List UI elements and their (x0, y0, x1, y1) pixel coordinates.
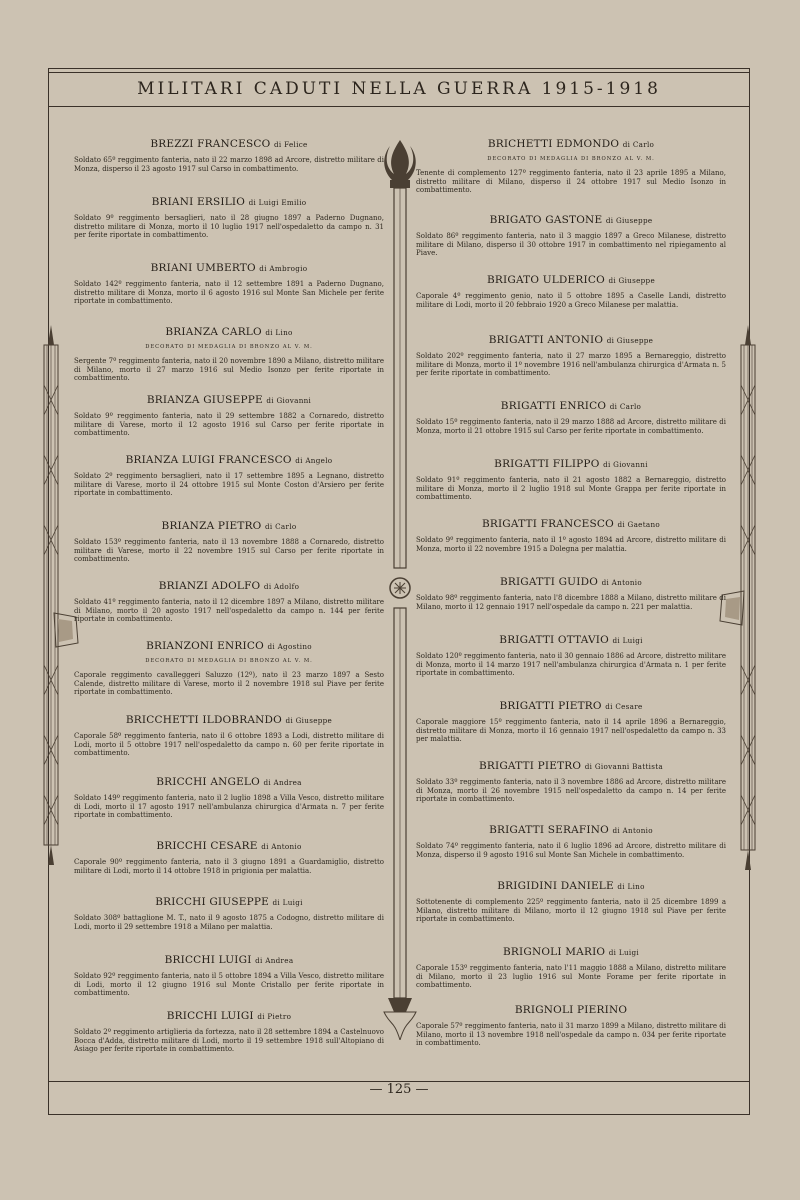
entry-text: Soldato 65º reggimento fanteria, nato il 22 marzo 1898 ad Arcore, distretto militare di Monza, disperso il 23 agosto 1917 sul Carso in combattimento. (74, 156, 384, 173)
entry-bricchi-luigi-andrea (74, 954, 384, 998)
entry-father: di Lino (617, 882, 645, 891)
entry-name: BRIGIDINI DANIELE (497, 880, 614, 892)
entry-name: BRIANI ERSILIO (151, 196, 246, 208)
entry-name: BRIGATTI FRANCESCO (481, 518, 614, 530)
fasces-ornament-icon (40, 325, 62, 865)
entry-briani-ersilio (74, 196, 384, 240)
entry-brignoli-pierino (416, 1004, 726, 1048)
entry-name: BRIGATTI PIETRO (499, 700, 602, 712)
entry-brigatti-enrico (416, 400, 726, 435)
entry-text: Soldato 2º reggimento artiglieria da fortezza, nato il 28 settembre 1894 a Castelnuovo Bocca d'Adda, distretto militare di Lodi, morto il 19 settembre 1918 sull'Altopiano di Asiago per ferite riportate in combattimento. (74, 1028, 384, 1054)
entry-text: Soldato 41º reggimento fanteria, nato il 12 dicembre 1897 a Milano, distretto militare di Milano, morto il 20 agosto 1917 nell'ospedaletto da campo n. 144 per ferite riportate in combattimento. (74, 598, 384, 624)
entry-text: Caporale 4º reggimento genio, nato il 5 ottobre 1895 a Caselle Landi, distretto militare di Lodi, morto il 20 febbraio 1920 a Greco Milanese per malattia. (416, 292, 726, 309)
entry-brigatti-pietro-giovanni-battista (416, 760, 726, 804)
entry-bricchetti-ildobrando (74, 714, 384, 758)
entry-name: BRIGATTI SERAFINO (489, 824, 609, 836)
entry-text: Soldato 308º battaglione M. T., nato il 9 agosto 1875 a Codogno, distretto militare di Lodi, morto il 29 settembre 1918 a Milano per malattia. (74, 914, 384, 931)
entry-briani-umberto (74, 262, 384, 306)
entry-text: Caporale 58º reggimento fanteria, nato il 6 ottobre 1893 a Lodi, distretto militare di Lodi, morto il 5 ottobre 1917 nell'ospedaletto da campo n. 60 per ferite riportate in combattimento. (74, 732, 384, 758)
entry-father: di Ambrogio (259, 264, 308, 273)
entry-name: BRIGATTI GUIDO (499, 576, 599, 588)
entry-bricchi-cesare (74, 840, 384, 875)
entry-brichetti-edmondo (416, 138, 726, 195)
entry-brianzi-adolfo (74, 580, 384, 624)
entry-name: BRIANZA PIETRO (161, 520, 262, 532)
entry-father: di Gaetano (617, 520, 661, 529)
entry-text: Soldato 142º reggimento fanteria, nato il 12 settembre 1891 a Paderno Dugnano, distretto militare di Monza, morto il 6 agosto 1916 sul Monte San Michele per ferite riportate in combattimento. (74, 280, 384, 306)
entry-brigato-ulderico (416, 274, 726, 309)
entry-text: Caporale maggiore 15º reggimento fanteria, nato il 14 aprile 1896 a Bernareggio, distretto militare di Monza, morto il 16 gennaio 1917 nell'ospedaletto da campo n. 33 per malattia. (416, 718, 726, 744)
entry-text: Soldato 9º reggimento fanteria, nato il 1º agosto 1894 ad Arcore, distretto militare di Monza, morto il 22 novembre 1915 a Dolegna per malattia. (416, 536, 726, 553)
entry-father: di Antonio (612, 826, 653, 835)
decoration-note: DECORATO DI MEDAGLIA DI BRONZO AL V. M. (145, 658, 313, 664)
entry-text: Soldato 91º reggimento fanteria, nato il 21 agosto 1882 a Bernareggio, distretto militare di Monza, morto il 2 luglio 1918 sul Monte Grappa per ferite riportate in combattimento. (416, 476, 726, 502)
entry-text: Soldato 9º reggimento fanteria, nato il 29 settembre 1882 a Cornaredo, distretto militare di Varese, morto il 12 agosto 1916 sul Carso per ferite riportate in combattimento. (74, 412, 384, 438)
entry-bricchi-luigi-pietro (74, 1010, 384, 1054)
entry-father: di Giovanni (603, 460, 648, 469)
entry-name: BRIANZA CARLO (165, 326, 262, 338)
entry-brianza-giuseppe (74, 394, 384, 438)
entry-name: BRIGATTI OTTAVIO (499, 634, 609, 646)
entry-father: di Lino (265, 328, 293, 337)
entry-bricchi-angelo (74, 776, 384, 820)
entry-father: di Luigi (272, 898, 303, 907)
entry-father: di Agostino (267, 642, 312, 651)
entry-text: Soldato 149º reggimento fanteria, nato il 2 luglio 1898 a Villa Vesco, distretto militare di Lodi, morto il 17 agosto 1917 nell'ambulanza chirurgica d'Armata n. 7 per ferite riportate in combattimento. (74, 794, 384, 820)
entry-name: BRICCHI ANGELO (156, 776, 260, 788)
entry-father: di Carlo (622, 140, 655, 149)
entry-text: Tenente di complemento 127º reggimento fanteria, nato il 23 aprile 1895 a Milano, distretto militare di Milano, disperso il 24 ottobre 1917 sul Medio Isonzo in combattimento. (416, 169, 726, 195)
decoration-note: DECORATO DI MEDAGLIA DI BRONZO AL V. M. (145, 344, 313, 350)
entry-text: Caporale 153º reggimento fanteria, nato l'11 maggio 1888 a Milano, distretto militare di Milano, morto il 23 luglio 1916 sul Monte Forame per ferite riportate in combattimento. (416, 964, 726, 990)
entry-text: Caporale 90º reggimento fanteria, nato il 3 giugno 1891 a Guardamiglio, distretto militare di Lodi, morto il 14 ottobre 1918 in prigionia per malattia. (74, 858, 384, 875)
entry-text: Caporale reggimento cavalleggeri Saluzzo (12º), nato il 23 marzo 1897 a Sesto Calende, distretto militare di Varese, morto il 2 novembre 1918 sul Piave per ferite riportate in combattimento. (74, 671, 384, 697)
entry-brigatti-pietro-cesare (416, 700, 726, 744)
entry-name: BRIGATO ULDERICO (486, 274, 605, 286)
entry-name: BRICCHI GIUSEPPE (155, 896, 269, 908)
entry-brianza-pietro (74, 520, 384, 564)
entry-text: Soldato 9º reggimento bersaglieri, nato il 28 giugno 1897 a Paderno Dugnano, distretto militare di Monza, morto il 10 luglio 1917 nell'ospedaletto da campo n. 31 per ferite riportate in combattimento. (74, 214, 384, 240)
entry-father: di Giovanni (266, 396, 312, 405)
entry-brigatti-guido (416, 576, 726, 611)
entry-father: di Antonio (601, 578, 643, 587)
entry-father: di Carlo (265, 522, 297, 531)
entry-brigatti-ottavio (416, 634, 726, 678)
entry-text: Soldato 92º reggimento fanteria, nato il 5 ottobre 1894 a Villa Vesco, distretto militare di Lodi, morto il 12 giugno 1916 sul Monte Cristallo per ferite riportate in combattimento. (74, 972, 384, 998)
entry-father: di Pietro (257, 1012, 292, 1021)
entry-text: Soldato 2º reggimento bersaglieri, nato il 17 settembre 1895 a Legnano, distretto militare di Varese, morto il 24 ottobre 1915 sul Monte Coston d'Arsiero per ferite riportate in combattimento. (74, 472, 384, 498)
entry-brigatti-serafino (416, 824, 726, 859)
entry-text: Soldato 120º reggimento fanteria, nato il 30 gennaio 1886 ad Arcore, distretto militare di Monza, morto il 14 marzo 1917 nell'ambulanza chirurgica d'Armata n. 1 per ferite riportate in combattimento. (416, 652, 726, 678)
entry-brigatti-francesco (416, 518, 726, 553)
entry-father: di Angelo (295, 456, 333, 465)
entry-text: Soldato 86º reggimento fanteria, nato il 3 maggio 1897 a Greco Milanese, distretto militare di Milano, disperso il 30 ottobre 1917 in combattimento nel ripiegamento al Piave. (416, 232, 726, 258)
entry-name: BRIGNOLI MARIO (503, 946, 606, 958)
entry-father: di Carlo (609, 402, 642, 411)
entry-text: Soldato 74º reggimento fanteria, nato il 6 luglio 1896 ad Arcore, distretto militare di Monza, disperso il 9 agosto 1916 sul Monte San Michele in combattimento. (416, 842, 726, 859)
entry-brigatti-antonio (416, 334, 726, 378)
entry-brianza-luigi-francesco (74, 454, 384, 498)
entry-name: BRIANI UMBERTO (150, 262, 256, 274)
entry-name: BRIGATO GASTONE (489, 214, 603, 226)
entry-brigato-gastone (416, 214, 726, 258)
entry-name: BRIGATTI PIETRO (478, 760, 582, 772)
entry-father: di Luigi Emilio (248, 198, 307, 207)
entry-brignoli-mario (416, 946, 726, 990)
header-rule (48, 106, 750, 107)
entry-father: di Felice (274, 140, 308, 149)
entry-name: BRIANZA LUIGI FRANCESCO (125, 454, 292, 466)
entry-name: BRICCHI CESARE (156, 840, 258, 852)
header-rule (48, 72, 750, 73)
entry-father: di Andrea (263, 778, 302, 787)
entry-father: di Cesare (605, 702, 643, 711)
entry-text: Soldato 202º reggimento fanteria, nato il 27 marzo 1895 a Bernareggio, distretto militare di Monza, morto il 1º novembre 1916 nell'ambulanza chirurgica d'Armata n. 5 per ferite riportate in combattimento. (416, 352, 726, 378)
entry-name: BRICCHI LUIGI (164, 954, 252, 966)
entry-brianzoni-enrico (74, 640, 384, 697)
entry-text: Soldato 98º reggimento fanteria, nato l'8 dicembre 1888 a Milano, distretto militare di Milano, morto il 12 gennaio 1917 nell'ospedale da campo n. 221 per malattia. (416, 594, 726, 611)
entry-name: BRIANZA GIUSEPPE (146, 394, 263, 406)
entry-brezzi-francesco (74, 138, 384, 173)
entry-father: di Giuseppe (285, 716, 333, 725)
entry-name: BRIANZI ADOLFO (158, 580, 261, 592)
page-number: — 125 — (369, 1082, 429, 1097)
entry-name: BRICCHI LUIGI (166, 1010, 254, 1022)
entry-father: di Giuseppe (605, 216, 653, 225)
page-title: MILITARI CADUTI NELLA GUERRA 1915-1918 (137, 79, 661, 99)
entry-brigidini-daniele (416, 880, 726, 924)
entry-father: di Giuseppe (608, 276, 656, 285)
entry-text: Caporale 57º reggimento fanteria, nato il 31 marzo 1899 a Milano, distretto militare di Milano, morto il 13 novembre 1918 nell'ospedale da campo n. 034 per ferite riportate in combattimento. (416, 1022, 726, 1048)
entry-text: Soldato 15º reggimento fanteria, nato il 29 marzo 1888 ad Arcore, distretto militare di Monza, morto il 21 ottobre 1915 sul Carso per ferite riportate in combattimento. (416, 418, 726, 435)
entry-father: di Luigi (612, 636, 643, 645)
entry-text: Soldato 153º reggimento fanteria, nato il 13 novembre 1888 a Cornaredo, distretto militare di Varese, morto il 22 novembre 1915 sul Carso per ferite riportate in combattimento. (74, 538, 384, 564)
entry-father: di Giovanni Battista (584, 762, 664, 771)
entry-father: di Antonio (261, 842, 302, 851)
entry-name: BRIANZONI ENRICO (146, 640, 264, 652)
entry-brianza-carlo (74, 326, 384, 383)
entry-father: di Luigi (608, 948, 639, 957)
entry-text: Sergente 7º reggimento fanteria, nato il 20 novembre 1890 a Milano, distretto militare di Milano, morto il 27 marzo 1916 sul Medio Isonzo per ferite riportate in combattimento. (74, 357, 384, 383)
entry-bricchi-giuseppe (74, 896, 384, 931)
entry-text: Sottotenente di complemento 225º reggimento fanteria, nato il 25 dicembre 1899 a Milano, distretto militare di Milano, morto il 12 giugno 1918 sul Piave per ferite riportate in combattimento. (416, 898, 726, 924)
entry-father: di Giuseppe (606, 336, 654, 345)
entry-name: BREZZI FRANCESCO (150, 138, 271, 150)
entry-name: BRIGNOLI PIERINO (514, 1004, 628, 1016)
entry-brigatti-filippo (416, 458, 726, 502)
entry-name: BRIGATTI ENRICO (500, 400, 607, 412)
entry-father: di Adolfo (263, 582, 300, 591)
entry-name: BRIGATTI ANTONIO (488, 334, 604, 346)
entry-father: di Andrea (255, 956, 294, 965)
decoration-note: DECORATO DI MEDAGLIA DI BRONZO AL V. M. (487, 156, 655, 162)
entry-name: BRICHETTI EDMONDO (487, 138, 620, 150)
entry-name: BRICCHETTI ILDOBRANDO (125, 714, 282, 726)
entry-name: BRIGATTI FILIPPO (494, 458, 600, 470)
torch-column-ornament-icon (380, 140, 420, 1040)
entry-text: Soldato 33º reggimento fanteria, nato il 3 novembre 1886 ad Arcore, distretto militare di Monza, morto il 26 novembre 1915 nell'ospedaletto da campo n. 14 per ferite riportate in combattimento. (416, 778, 726, 804)
